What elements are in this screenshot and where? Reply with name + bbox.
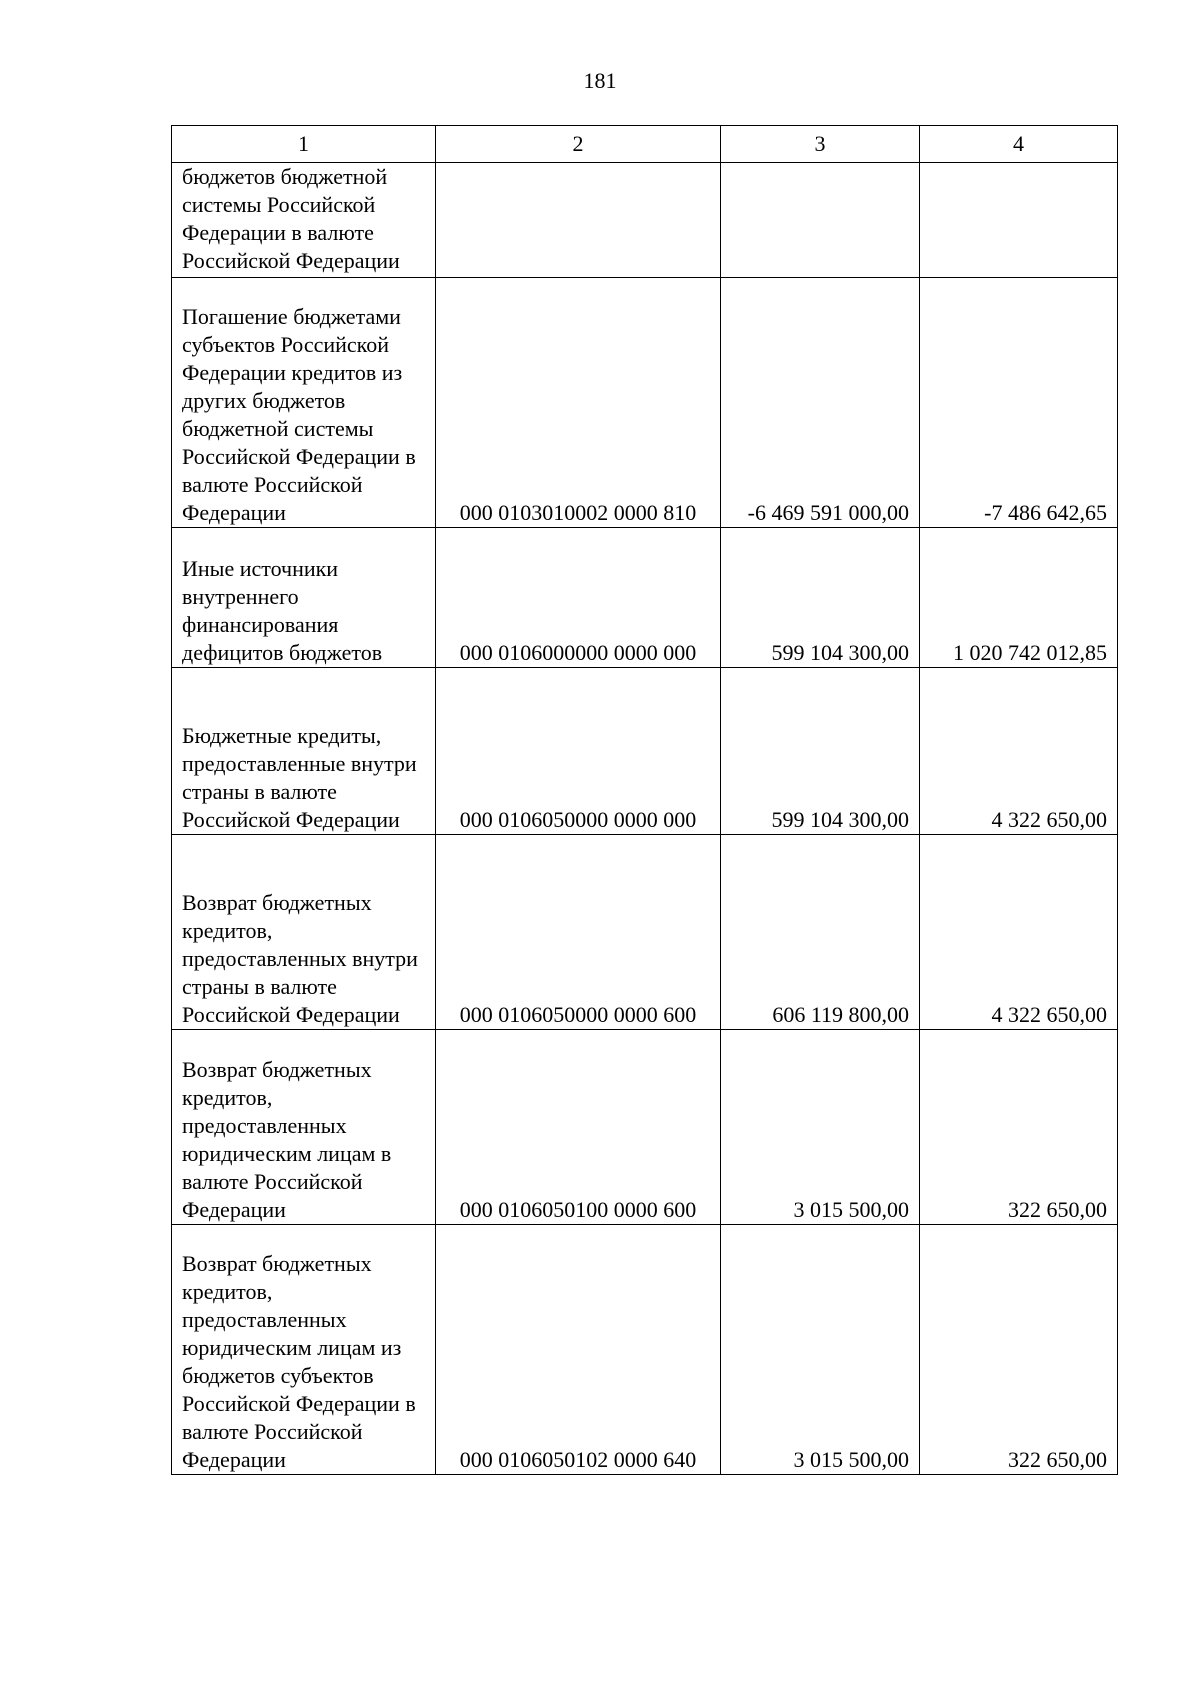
row-value-4: 4 322 650,00 <box>920 835 1118 1030</box>
page-number: 181 <box>583 68 617 93</box>
budget-sources-table <box>171 125 1118 1475</box>
row-code: 000 0106050000 0000 000 <box>436 668 721 835</box>
row-code: 000 0103010002 0000 810 <box>436 278 721 528</box>
row-code: 000 0106050102 0000 640 <box>436 1225 721 1475</box>
table-row <box>172 835 1118 1030</box>
row-code: 000 0106050000 0000 600 <box>436 835 721 1030</box>
row-name: Возврат бюджетных кредитов, предоставленных юридическим лицам из бюджетов субъектов Российской Федерации в валюте Российской Федерации <box>172 1225 436 1475</box>
table-row <box>172 278 1118 528</box>
column-header-3: 3 <box>721 126 920 163</box>
row-name: Возврат бюджетных кредитов, предоставленных юридическим лицам в валюте Российской Федерации <box>172 1030 436 1225</box>
table-row <box>172 528 1118 668</box>
row-name: Иные источники внутреннего финансирования дефицитов бюджетов <box>172 528 436 668</box>
row-value-3: 599 104 300,00 <box>721 668 920 835</box>
row-value-3: -6 469 591 000,00 <box>721 278 920 528</box>
table-row <box>172 1030 1118 1225</box>
row-name: Бюджетные кредиты, предоставленные внутри страны в валюте Российской Федерации <box>172 668 436 835</box>
table-header-row <box>172 126 1118 163</box>
row-value-3 <box>721 163 920 278</box>
row-value-4: -7 486 642,65 <box>920 278 1118 528</box>
row-name: бюджетов бюджетной системы Российской Федерации в валюте Российской Федерации <box>172 163 436 278</box>
table-row <box>172 668 1118 835</box>
row-value-4: 1 020 742 012,85 <box>920 528 1118 668</box>
table-row <box>172 163 1118 278</box>
column-header-4: 4 <box>920 126 1118 163</box>
row-name: Возврат бюджетных кредитов, предоставленных внутри страны в валюте Российской Федерации <box>172 835 436 1030</box>
column-header-1: 1 <box>172 126 436 163</box>
row-value-4: 322 650,00 <box>920 1225 1118 1475</box>
row-name: Погашение бюджетами субъектов Российской Федерации кредитов из других бюджетов бюджетной системы Российской Федерации в валюте Российской Федерации <box>172 278 436 528</box>
row-value-3: 606 119 800,00 <box>721 835 920 1030</box>
row-value-3: 3 015 500,00 <box>721 1225 920 1475</box>
table-row <box>172 1225 1118 1475</box>
column-header-2: 2 <box>436 126 721 163</box>
row-value-4: 322 650,00 <box>920 1030 1118 1225</box>
row-value-4 <box>920 163 1118 278</box>
row-code <box>436 163 721 278</box>
row-value-3: 599 104 300,00 <box>721 528 920 668</box>
row-value-3: 3 015 500,00 <box>721 1030 920 1225</box>
row-code: 000 0106000000 0000 000 <box>436 528 721 668</box>
row-code: 000 0106050100 0000 600 <box>436 1030 721 1225</box>
row-value-4: 4 322 650,00 <box>920 668 1118 835</box>
